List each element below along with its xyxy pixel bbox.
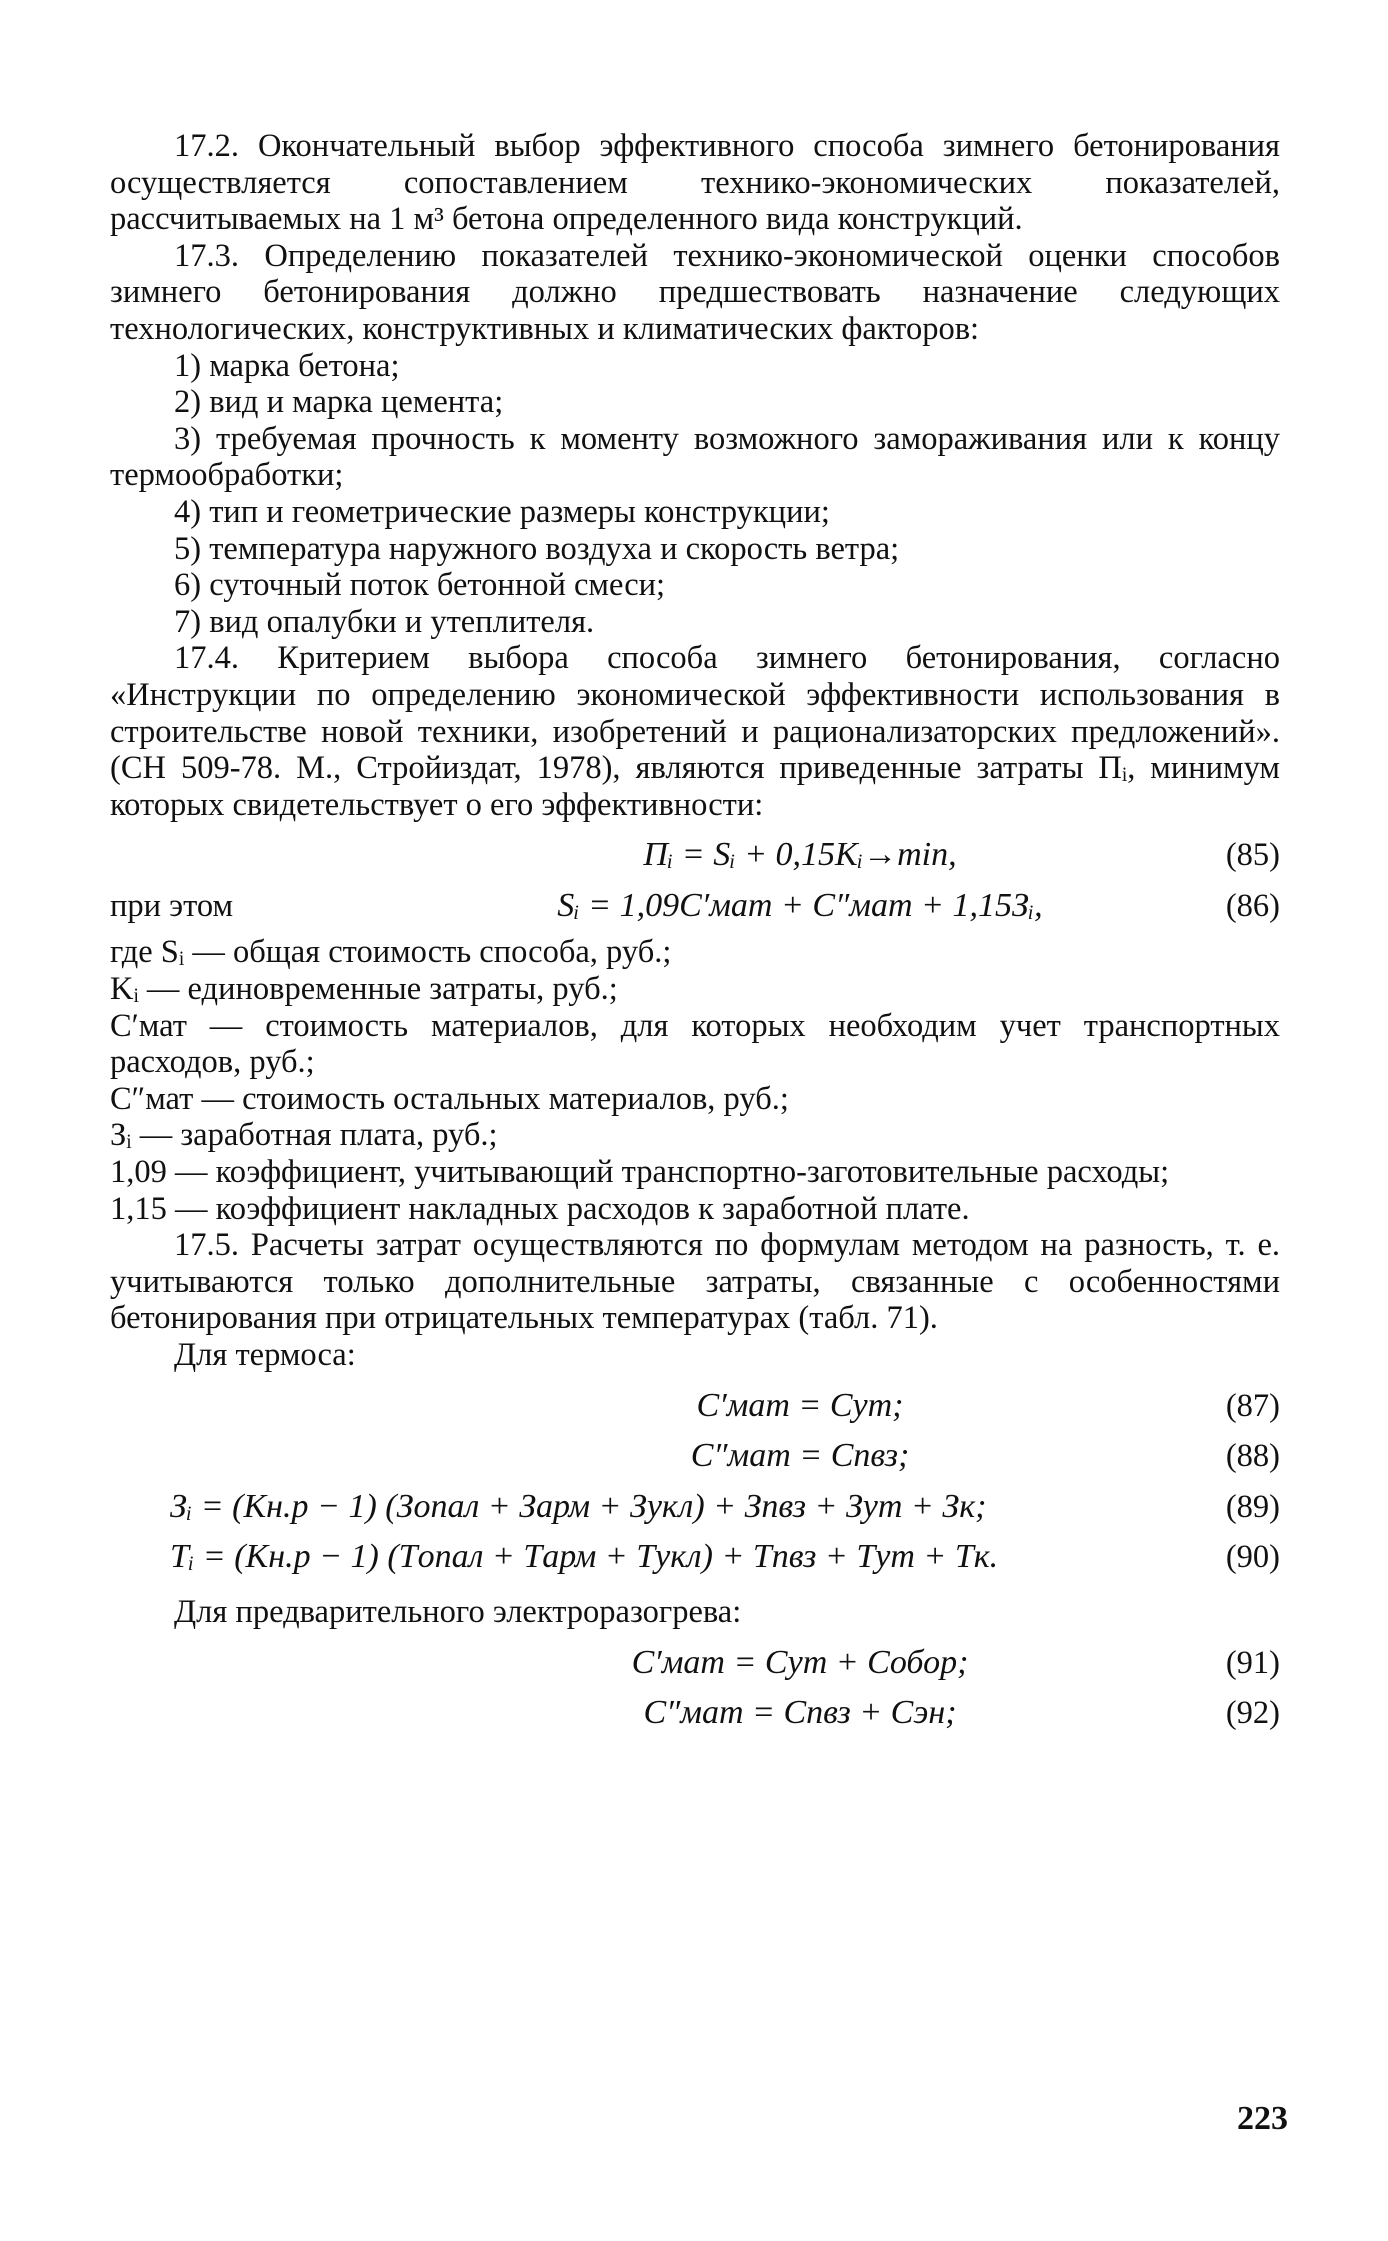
equation-expression: Sᵢ = 1,09C′мат + C″мат + 1,15Зᵢ, <box>557 886 1043 924</box>
thermos-label: Для термоса: <box>174 1337 356 1373</box>
legend-item: C′мат — стоимость материалов, для которых необходим учет транспортных расходов, руб.; <box>110 1007 1280 1081</box>
equation-number: (90) <box>1225 1539 1280 1576</box>
list-item: 2) вид и марка цемента; <box>174 384 504 421</box>
list-item: 1) марка бетона; <box>174 347 400 384</box>
equation-86 <box>110 888 1280 925</box>
factor-list <box>110 348 1280 641</box>
equation-expression: Зᵢ = (Kн.р − 1) (Зопал + Зарм + Зукл) + Зпвз + Зут + Зк; <box>170 1487 987 1525</box>
equation-expression: C′мат = Cут + Cобор; <box>631 1643 969 1681</box>
page-number: 223 <box>1237 2100 1288 2137</box>
paragraph-17-5: 17.5. Расчеты затрат осуществляются по формулам методом на разность, т. е. учитываются только дополнительные затраты, связанные с особенностями бетонирования при отрицательных температурах (табл. 71). <box>110 1227 1280 1337</box>
equation-92 <box>110 1695 1280 1732</box>
list-item: 3) требуемая прочность к моменту возможного замораживания или к концу термообработки; <box>110 420 1280 494</box>
legend-item: Kᵢ — единовременные затраты, руб.; <box>110 971 618 1008</box>
legend-item: C″мат — стоимость остальных материалов, руб.; <box>110 1080 789 1117</box>
equation-expression: C″мат = Cпвз + Cэн; <box>643 1694 957 1732</box>
equation-number: (89) <box>1225 1488 1280 1525</box>
equation-91 <box>110 1645 1280 1682</box>
list-item: 6) суточный поток бетонной смеси; <box>174 567 666 604</box>
equation-85 <box>110 837 1280 874</box>
equation-90 <box>110 1539 1280 1576</box>
paragraph-17-4: 17.4. Критерием выбора способа зимнего бетонирования, согласно «Инструкции по определению экономической эффективности использования в строительстве новой техники, изобретений и рационализаторских предложений». (СН 509-78. М., Стройиздат, 1978), являются приведенные затраты Пᵢ, минимум которых свидетельствует о его эффективности: <box>110 640 1280 823</box>
equation-expression: C″мат = Cпвз; <box>690 1437 910 1475</box>
paragraph-17-3: 17.3. Определению показателей технико-экономической оценки способов зимнего бетонирования должно предшествовать назначение следующих технологических, конструктивных и климатических факторов: <box>110 237 1280 347</box>
equation-number: (88) <box>1225 1438 1280 1475</box>
symbol-legend <box>110 934 1280 1227</box>
paragraph-17-2: 17.2. Окончательный выбор эффективного способа зимнего бетонирования осуществляется сопоставлением технико-экономических показателей, рассчитываемых на 1 м³ бетона определенного вида конструкций. <box>110 128 1280 238</box>
equation-87 <box>110 1388 1280 1425</box>
equation-number: (91) <box>1225 1644 1280 1681</box>
equation-prefix: при этом <box>110 887 234 924</box>
legend-item: 1,15 — коэффициент накладных расходов к заработной плате. <box>110 1190 970 1227</box>
equation-number: (87) <box>1225 1387 1280 1424</box>
page-body <box>110 128 1280 1742</box>
equation-number: (86) <box>1225 887 1280 924</box>
list-item: 7) вид опалубки и утеплителя. <box>174 603 595 640</box>
legend-item: 1,09 — коэффициент, учитывающий транспортно-заготовительные расходы; <box>110 1154 1170 1191</box>
preheat-label: Для предварительного электроразогрева: <box>174 1593 742 1630</box>
legend-item: Зᵢ — заработная плата, руб.; <box>110 1117 498 1154</box>
equation-expression: C′мат = Cут; <box>696 1386 904 1424</box>
equation-89 <box>110 1489 1280 1526</box>
equation-expression: Пᵢ = Sᵢ + 0,15Kᵢ→min, <box>643 836 957 874</box>
equation-88 <box>110 1438 1280 1475</box>
equation-expression: Tᵢ = (Kн.р − 1) (Tопал + Tарм + Tукл) + Tпвз + Tут + Tк. <box>170 1538 999 1576</box>
list-item: 4) тип и геометрические размеры конструкции; <box>174 493 830 530</box>
list-item: 5) температура наружного воздуха и скорость ветра; <box>174 530 900 567</box>
equation-number: (85) <box>1225 837 1280 874</box>
equation-number: (92) <box>1225 1695 1280 1732</box>
legend-item: где Sᵢ — общая стоимость способа, руб.; <box>110 934 672 971</box>
